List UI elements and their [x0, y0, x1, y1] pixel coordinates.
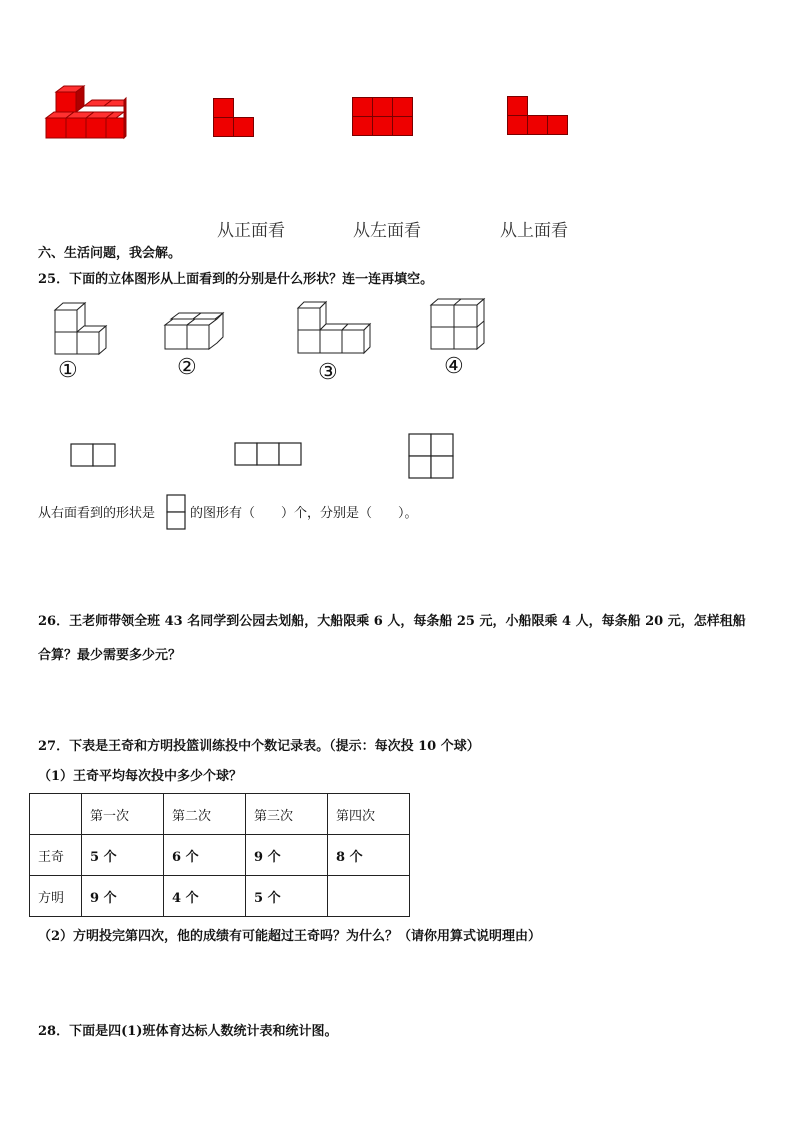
- table-cell: 6 个: [164, 835, 246, 876]
- view-option-four-squares[interactable]: [408, 433, 454, 479]
- q27-sub2: （2）方明投完第四次，他的成绩有可能超过王奇吗？为什么？（请你用算式说明理由）: [38, 929, 542, 944]
- table-cell: 4 个: [164, 876, 246, 917]
- table-header-cell: 第四次: [328, 794, 410, 835]
- section-heading: 六、生活问题，我会解。: [38, 246, 182, 261]
- q26-line2: 合算？最少需要多少元？: [38, 648, 182, 663]
- red-cube-solid: [46, 86, 126, 146]
- q28-text: 28．下面是四(1)班体育达标人数统计表和统计图。: [38, 1024, 338, 1039]
- caption-front: 从正面看: [217, 221, 285, 241]
- table-cell: [328, 876, 410, 917]
- table-cell: 9 个: [246, 835, 328, 876]
- red-view-front: [213, 98, 255, 138]
- caption-left: 从左面看: [353, 221, 421, 241]
- q25-fill-suffix: 的图形有（ ）个，分别是（ ）。: [190, 506, 418, 521]
- table-header-cell: 第三次: [246, 794, 328, 835]
- solid-4: [429, 297, 487, 353]
- q25-text: 25．下面的立体图形从上面看到的分别是什么形状？连一连再填空。: [38, 272, 434, 287]
- view-option-two-squares[interactable]: [70, 443, 116, 467]
- q27-text: 27．下表是王奇和方明投篮训练投中个数记录表。（提示：每次投 10 个球）: [38, 739, 480, 754]
- vertical-two-squares-icon: [166, 494, 186, 530]
- table-header-cell: 第二次: [164, 794, 246, 835]
- table-header-row: [30, 794, 410, 835]
- caption-top: 从上面看: [500, 221, 568, 241]
- solid-3: [297, 300, 373, 356]
- table-header-cell: [30, 794, 82, 835]
- solid-2-label: ②: [177, 355, 197, 380]
- red-view-top: [507, 96, 568, 136]
- solid-4-label: ④: [444, 354, 464, 379]
- table-cell: 方明: [30, 876, 82, 917]
- table-header-cell: 第一次: [82, 794, 164, 835]
- q26-line1: 26．王老师带领全班 43 名同学到公园去划船，大船限乘 6 人，每条船 25 元，小船限乘 4 人，每条船 20 元，怎样租船: [38, 614, 746, 629]
- view-option-three-squares[interactable]: [234, 442, 302, 466]
- table-cell: 9 个: [82, 876, 164, 917]
- shooting-record-table: [29, 793, 410, 917]
- q25-fill-prefix: 从右面看到的形状是: [38, 506, 156, 521]
- solid-2: [163, 313, 227, 355]
- q27-sub1: （1）王奇平均每次投中多少个球？: [38, 769, 243, 784]
- table-cell: 8 个: [328, 835, 410, 876]
- table-row: [30, 835, 410, 876]
- red-view-left: [352, 97, 413, 137]
- solid-1-label: ①: [58, 358, 78, 383]
- table-cell: 王奇: [30, 835, 82, 876]
- table-cell: 5 个: [82, 835, 164, 876]
- table-row: [30, 876, 410, 917]
- table-cell: 5 个: [246, 876, 328, 917]
- solid-3-label: ③: [318, 360, 338, 385]
- solid-1: [54, 300, 108, 358]
